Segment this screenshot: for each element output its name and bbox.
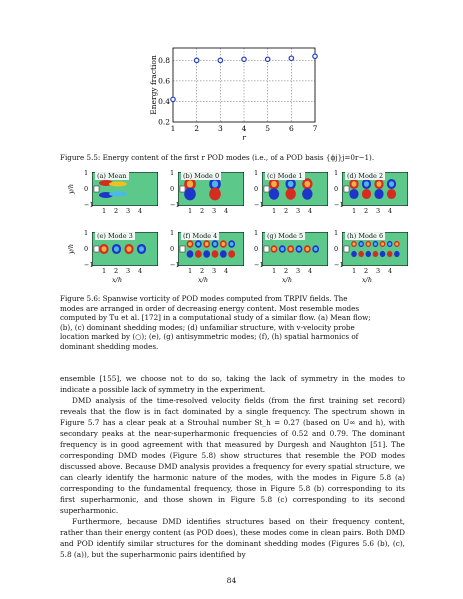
panel-label: (c) Mode 1 <box>267 172 303 180</box>
x-tick-label: 1 <box>170 124 176 133</box>
paragraph: DMD analysis of the time-resolved velocity fields (from the first training set record) reveals that the flow is in fact dominated by a single frequency. The spectrum shown in Figure 5.7 has a clear peak at a Strouhal number St_h = 0.27 (based on U∞ and h), with secondary peaks at the near-superharmonic frequencies of 0.52 and 0.79. The dominant frequency is in good agreement with that measured by Durgesh and Naughton [51]. The corresponding DMD modes (Figure 5.8) show structures that resemble the POD modes discussed above. Because DMD analysis provides a frequency for every spatial structure, we can clearly identify the harmonic nature of the modes, with the modes in Figure 5.8 (a) corresponding to the fundamental frequency, those in Figure 5.8 (b) corresponding to its first superharmonic, and those shown in Figure 5.8 (c) corresponding to its second superharmonic. <box>60 396 405 515</box>
x-tick-label: 2 <box>364 267 369 275</box>
x-tick-label: 3 <box>296 207 301 215</box>
figure-5-6-caption <box>60 294 405 352</box>
y-tick-label: 0 <box>84 185 89 193</box>
mode-panel <box>254 229 328 284</box>
x-tick-label: 4 <box>241 124 247 133</box>
x-tick-label: 3 <box>296 267 301 275</box>
y-tick-label: 1 <box>84 169 89 177</box>
x-tick-label: 2 <box>364 207 369 215</box>
y-tick-label: 1 <box>334 169 339 177</box>
x-tick-label: 7 <box>312 124 318 133</box>
x-tick-label: 1 <box>272 207 277 215</box>
x-tick-label: 2 <box>284 267 289 275</box>
y-tick-label: 1 <box>170 169 175 177</box>
x-tick-label: 2 <box>200 267 205 275</box>
panel-label: (e) Mode 3 <box>97 232 133 240</box>
x-axis-label: r <box>242 133 246 140</box>
y-tick-label: 0.8 <box>158 55 170 65</box>
x-tick-label: 5 <box>265 124 271 133</box>
x-tick-label: 2 <box>114 207 119 215</box>
energy-fraction-chart <box>145 40 345 140</box>
caption-line: computed by Tu et al. [172] in a computational study of a similar flow. (a) Mean flow; <box>60 313 371 323</box>
x-axis-label: x/h <box>112 276 123 284</box>
y-tick-label: 1 <box>334 229 339 237</box>
y-tick-label: −1 <box>84 261 94 269</box>
y-tick-label: 0 <box>334 185 339 193</box>
x-tick-label: 4 <box>308 267 313 275</box>
data-point <box>265 57 269 61</box>
y-axis-label: y/h <box>67 243 76 255</box>
caption-line: dominant shedding modes. <box>60 341 159 351</box>
panel-label: (b) Mode 0 <box>183 172 220 180</box>
y-tick-label: 0.4 <box>158 96 170 106</box>
y-tick-label: 0 <box>254 185 259 193</box>
page-number: 84 <box>226 576 237 585</box>
y-tick-label: 0 <box>170 245 175 253</box>
mode-panel <box>67 229 158 284</box>
y-tick-label: 1 <box>254 229 259 237</box>
panel-label: (h) Mode 6 <box>347 232 384 240</box>
caption-line: Figure 5.6: Spanwise vorticity of POD modes computed from TRPIV fields. The <box>60 294 348 303</box>
x-tick-label: 1 <box>272 267 277 275</box>
mode-panel <box>334 229 408 284</box>
x-tick-label: 6 <box>288 124 294 133</box>
panel-label: (d) Mode 2 <box>347 172 384 180</box>
y-tick-label: 0 <box>334 245 339 253</box>
mode-panel <box>170 229 244 284</box>
x-tick-label: 3 <box>212 207 217 215</box>
y-tick-label: 0.6 <box>158 76 170 86</box>
y-tick-label: 1 <box>254 169 259 177</box>
panel-label: (f) Mode 4 <box>183 232 218 240</box>
x-tick-label: 2 <box>194 124 200 133</box>
y-axis-label: y/h <box>67 183 76 195</box>
x-axis-label: x/h <box>282 276 293 284</box>
data-point <box>289 56 293 60</box>
x-tick-label: 2 <box>200 207 205 215</box>
y-tick-label: −1 <box>334 261 344 269</box>
y-axis-label: Energy fraction <box>149 55 158 115</box>
x-tick-label: 3 <box>376 207 381 215</box>
x-tick-label: 1 <box>188 267 193 275</box>
panel-label: (a) Mean <box>97 172 127 180</box>
caption-line: modes are arranged in order of decreasing energy content. Most resemble modes <box>60 303 360 313</box>
x-tick-label: 4 <box>224 207 229 215</box>
mode-panel <box>334 169 408 215</box>
body-text <box>60 373 405 560</box>
y-tick-label: −1 <box>334 201 344 209</box>
x-tick-label: 1 <box>352 267 357 275</box>
figure-5-5-caption: Figure 5.5: Energy content of the first r POD modes (i.e., of a POD basis {ϕj}j=0r−1). <box>60 153 375 162</box>
x-tick-label: 2 <box>114 267 119 275</box>
y-tick-label: 1 <box>170 229 175 237</box>
x-tick-label: 1 <box>102 207 107 215</box>
y-tick-label: 0.2 <box>158 117 170 127</box>
x-tick-label: 4 <box>388 207 393 215</box>
mode-panel <box>67 169 158 215</box>
data-point <box>171 97 175 101</box>
data-point <box>218 58 222 62</box>
x-tick-label: 4 <box>388 267 393 275</box>
caption-line: (b), (c) dominant shedding modes; (d) unfamiliar structure, with v-velocity probe <box>60 322 355 332</box>
panel-label: (g) Mode 5 <box>267 232 304 240</box>
x-tick-label: 2 <box>284 207 289 215</box>
y-tick-label: −1 <box>254 201 264 209</box>
x-tick-label: 4 <box>308 207 313 215</box>
y-tick-label: 0 <box>254 245 259 253</box>
y-tick-label: −1 <box>170 261 180 269</box>
x-tick-label: 3 <box>126 267 131 275</box>
y-tick-label: 1 <box>84 229 89 237</box>
data-point <box>313 54 317 58</box>
caption-line: location marked by (○); (e), (g) antisymmetric modes; (f), (h) spatial harmonics of <box>60 332 359 342</box>
x-tick-label: 3 <box>212 267 217 275</box>
y-tick-label: −1 <box>254 261 264 269</box>
x-tick-label: 1 <box>102 267 107 275</box>
mode-panel <box>254 169 328 215</box>
y-tick-label: −1 <box>170 201 180 209</box>
paragraph: ensemble [155], we choose not to do so, taking the lack of symmetry in the modes to indicate a possible lack of symmetry in the experiment. <box>60 374 405 394</box>
y-tick-label: −1 <box>84 201 94 209</box>
x-tick-label: 4 <box>224 267 229 275</box>
x-tick-label: 1 <box>352 207 357 215</box>
x-tick-label: 1 <box>188 207 193 215</box>
x-tick-label: 4 <box>138 207 143 215</box>
x-tick-label: 3 <box>126 207 131 215</box>
x-axis-label: x/h <box>198 276 209 284</box>
x-axis-label: x/h <box>362 276 373 284</box>
data-point <box>194 58 198 62</box>
paragraph: Furthermore, because DMD identifies structures based on their frequency content, rather than their energy content (as POD does), these modes come in clean pairs. Both DMD and POD identify similar structures for the dominant shedding modes (Figures 5.6 (b), (c), 5.8 (a)), but the superharmonic pairs identified by <box>60 517 405 559</box>
mode-panel <box>170 169 244 215</box>
data-point <box>242 57 246 61</box>
x-tick-label: 3 <box>217 124 223 133</box>
x-tick-label: 4 <box>138 267 143 275</box>
y-tick-label: 0 <box>84 245 89 253</box>
y-tick-label: 0 <box>170 185 175 193</box>
x-tick-label: 3 <box>376 267 381 275</box>
